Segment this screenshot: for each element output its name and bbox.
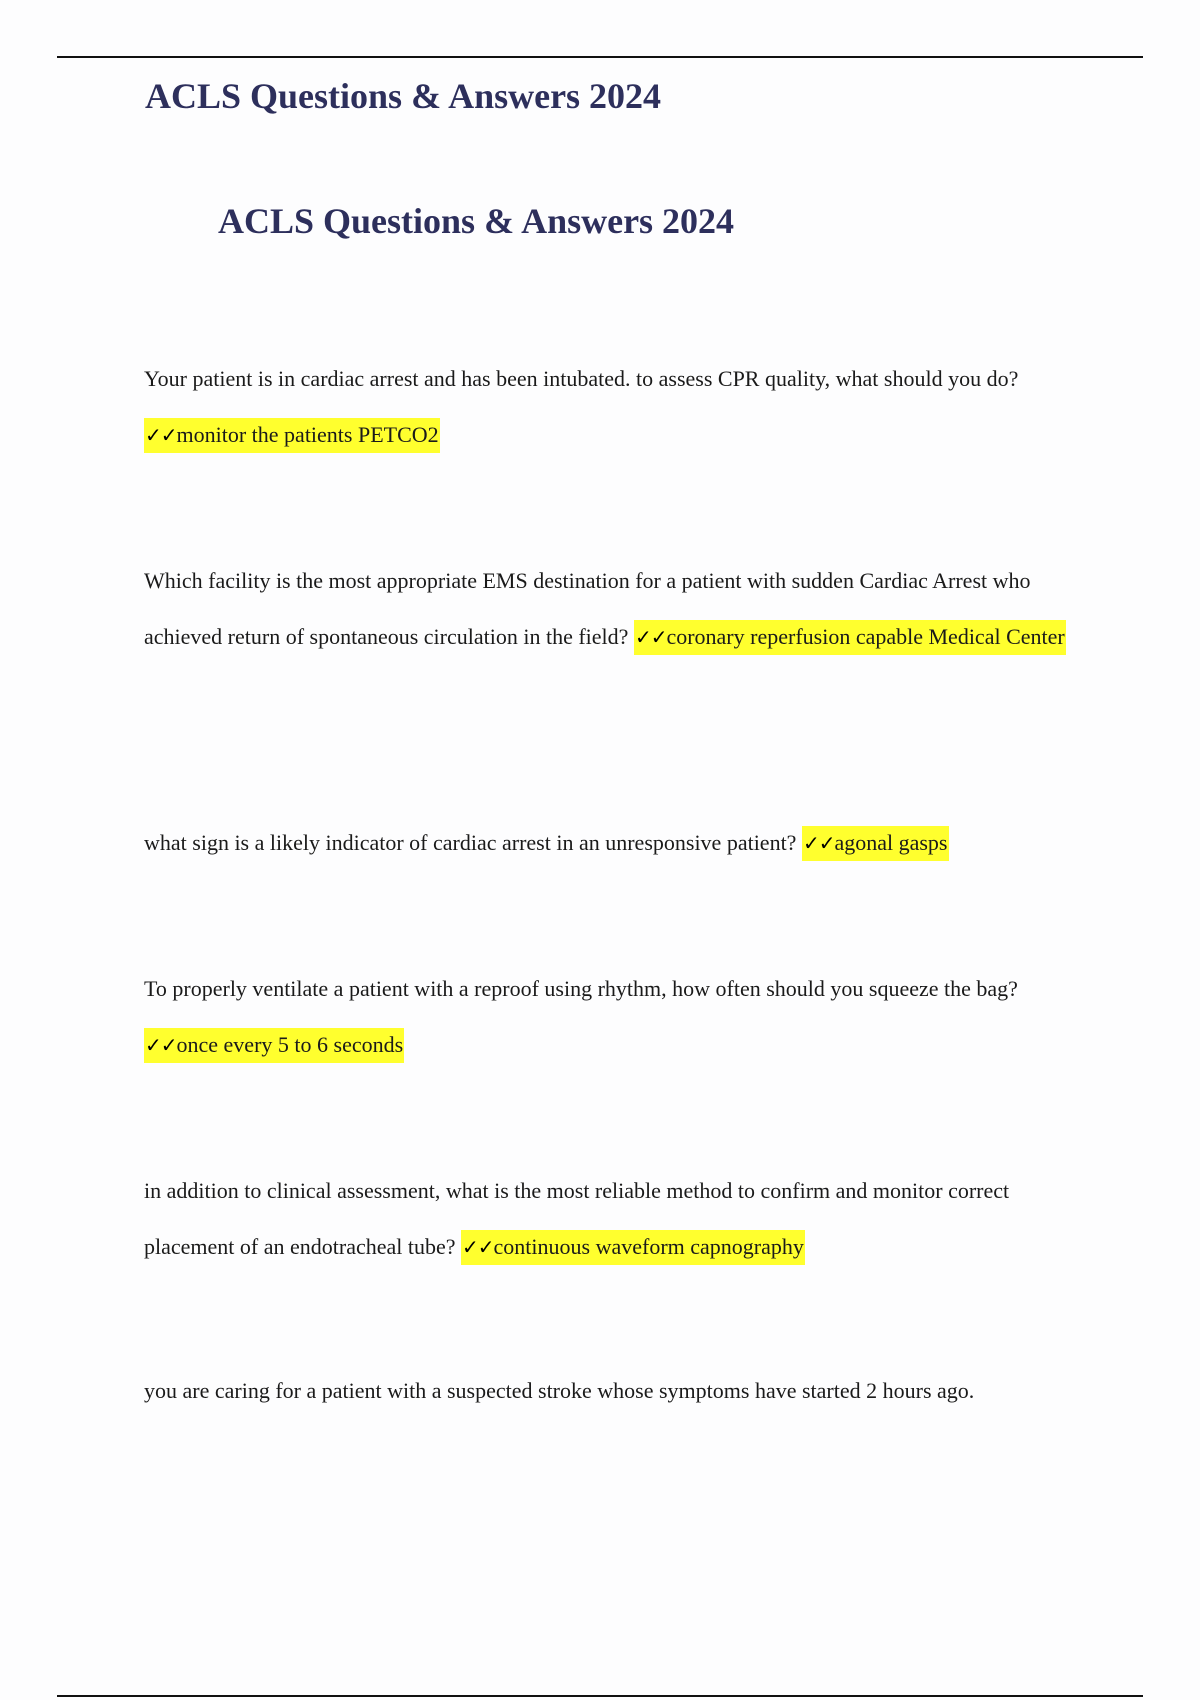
double-check-icon: ✓✓	[145, 1033, 177, 1057]
question-text: Which facility is the most appropriate EMS destination for a patient with sudden Cardiac Arrest who achieved return of spontaneous circulation in the field?	[144, 568, 1031, 649]
qa-item-3	[144, 815, 1084, 871]
header-rule	[57, 56, 1143, 58]
answer-text: once every 5 to 6 seconds	[176, 1032, 404, 1057]
footer-rule	[57, 1695, 1143, 1697]
question-text: what sign is a likely indicator of cardiac arrest in an unresponsive patient?	[144, 830, 797, 855]
double-check-icon: ✓✓	[634, 625, 667, 649]
answer-highlight	[144, 418, 440, 453]
question-text: To properly ventilate a patient with a reproof using rhythm, how often should you squeeze the bag?	[144, 976, 1018, 1001]
answer-text: continuous waveform capnography	[493, 1234, 804, 1259]
question-text: Your patient is in cardiac arrest and has been intubated. to assess CPR quality, what should you do?	[144, 366, 1019, 391]
answer-highlight	[144, 1028, 404, 1063]
answer-text: coronary reperfusion capable Medical Center	[666, 624, 1065, 649]
qa-item-1	[144, 351, 1084, 463]
double-check-icon: ✓✓	[145, 423, 177, 447]
question-text: in addition to clinical assessment, what is the most reliable method to confirm and monitor correct placement of an endotracheal tube?	[144, 1178, 1010, 1259]
qa-item-2	[144, 553, 1084, 665]
answer-highlight	[461, 1230, 805, 1265]
header-title: ACLS Questions & Answers 2024	[145, 76, 662, 116]
qa-item-6	[144, 1363, 1084, 1419]
qa-item-5	[144, 1163, 1084, 1275]
double-check-icon: ✓✓	[462, 1235, 494, 1259]
answer-highlight	[634, 620, 1066, 655]
answer-highlight	[802, 826, 949, 861]
document-title: ACLS Questions & Answers 2024	[218, 201, 735, 241]
answer-text: agonal gasps	[834, 830, 948, 855]
question-text: you are caring for a patient with a suspected stroke whose symptoms have started 2 hours ago.	[144, 1378, 975, 1403]
answer-text: monitor the patients PETCO2	[176, 422, 439, 447]
double-check-icon: ✓✓	[802, 831, 835, 855]
qa-item-4	[144, 961, 1084, 1073]
